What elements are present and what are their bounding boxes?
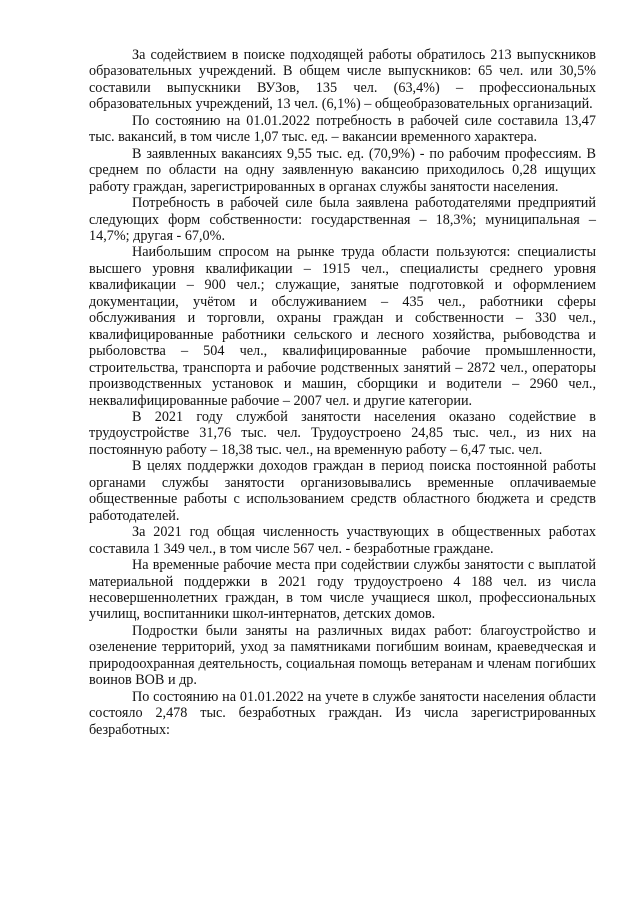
paragraph-demand-categories: Наибольшим спросом на рынке труда области пользуются: специалисты высшего уровня квалификации – 1915 чел., специалисты среднего уровня квалификации – 900 чел.; служащие, занятые подготовкой и оформлением документации, учётом и обслуживанием – 435 чел., работники сферы обслуживания и торговли, охраны граждан и собственности – 330 чел., квалифицированные работники сельского и лесного хозяйства, рыбоводства и рыболовства – 504 чел., квалифицированные рабочие промышленности, строительства, транспорта и рабочие родственных занятий – 2872 чел., операторы производственных установок и машин, сборщики и водители – 2960 чел., неквалифицированные рабочие – 2007 чел. и другие категории.	[89, 244, 596, 409]
paragraph-temporary-jobs-minors: На временные рабочие места при содействии службы занятости с выплатой материальной поддержки в 2021 году трудоустроено 4 188 чел. из числа несовершеннолетних граждан, в том числе учащиеся школ, профессиональных училищ, воспитанники школ-интернатов, детских домов.	[89, 557, 596, 623]
paragraph-teen-work-types: Подростки были заняты на различных видах работ: благоустройство и озеленение территорий, уход за памятниками погибшим воинам, краеведческая и природоохранная деятельность, социальная помощь ветеранам и членам погибших воинов ВОВ и др.	[89, 622, 596, 689]
paragraph-employment-assistance: В 2021 году службой занятости населения оказано содействие в трудоустройстве 31,76 тыс. чел. Трудоустроено 24,85 тыс. чел., из них на постоянную работу – 18,38 тыс. чел., на временную работу – 6,47 тыс. чел.	[89, 408, 596, 458]
paragraph-public-works: В целях поддержки доходов граждан в период поиска постоянной работы органами службы занятости организовывались временные оплачиваемые общественные работы с использованием средств областного бюджета и средств работодателей.	[89, 458, 596, 524]
paragraph-unemployed-registered: По состоянию на 01.01.2022 на учете в службе занятости населения области состояло 2,478 тыс. безработных граждан. Из числа зарегистрированных безработных:	[89, 688, 596, 738]
document-body	[89, 47, 596, 738]
paragraph-labor-demand: По состоянию на 01.01.2022 потребность в рабочей силе составила 13,47 тыс. вакансий, в том числе 1,07 тыс. ед. – вакансии временного характера.	[89, 112, 596, 146]
paragraph-public-works-count: За 2021 год общая численность участвующих в общественных работах составила 1 349 чел., в том числе 567 чел. - безработные граждане.	[89, 524, 596, 557]
paragraph-ownership-forms: Потребность в рабочей силе была заявлена работодателями предприятий следующих форм собственности: государственная – 18,3%; муниципальная – 14,7%; другая - 67,0%.	[89, 195, 596, 244]
paragraph-graduates: За содействием в поиске подходящей работы обратилось 213 выпускников образовательных учреждений. В общем числе выпускников: 65 чел. или 30,5% составили выпускники ВУЗов, 135 чел. (63,4%) – профессиональных образовательных учреждений, 13 чел. (6,1%) – общеобразовательных организаций.	[89, 47, 596, 113]
paragraph-vacancies-workers: В заявленных вакансиях 9,55 тыс. ед. (70,9%) - по рабочим профессиям. В среднем по области на одну заявленную вакансию приходилось 0,28 ищущих работу граждан, зарегистрированных в органах службы занятости населения.	[89, 145, 596, 195]
